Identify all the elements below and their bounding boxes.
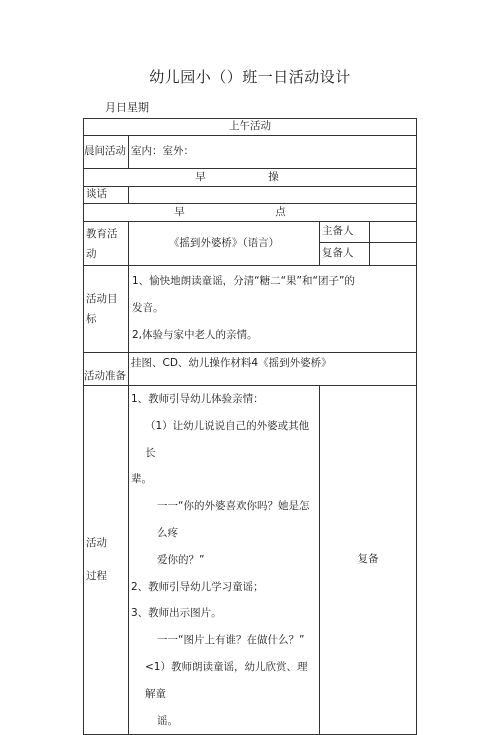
prep-content: 挂图、CD、幼儿操作材料4《摇到外婆桥》 [129, 353, 417, 386]
process-line: 爱你的？” [157, 553, 205, 566]
prep-label: 活动准备 [84, 353, 129, 386]
activity-plan-table [83, 118, 417, 735]
talk-content [129, 187, 417, 204]
review-preparer-value [370, 243, 417, 266]
goal-line: 2,体验与家中老人的亲情。 [132, 329, 258, 341]
morning-activity-label: 晨间活动 [84, 136, 129, 169]
process-line: 一一“图片上有谁？在做什么？” [157, 634, 305, 647]
process-label-line-2: 过程 [86, 570, 107, 583]
goals-label: 活动目标 [84, 266, 129, 353]
edu-activity-label: 教育活动 [84, 222, 129, 266]
lead-preparer-label: 主备人 [320, 222, 370, 243]
lead-preparer-value [370, 222, 417, 243]
review-preparer-label: 复备人 [320, 243, 370, 266]
process-review-cell: 复备 [320, 386, 417, 735]
morning-snack-header: 早 点 [84, 204, 417, 222]
date-line: 月日星期 [105, 101, 149, 114]
process-label-line-1: 活动 [86, 536, 107, 549]
process-line: 2、教师引导幼儿学习童谣； [131, 580, 264, 593]
process-line: 谣。 [157, 714, 178, 727]
process-line: 辈。 [131, 473, 152, 486]
process-line: <1）教师朗读童谣，幼儿欣赏、理解童 [145, 660, 308, 700]
goal-line: 1、愉快地朗读童谣，分清“糖二“果”和“团子”的 [132, 275, 355, 287]
morning-section-header: 上午活动 [84, 119, 417, 136]
process-line: 3、教师出示图片。 [131, 607, 222, 620]
morning-exercise-header: 早 操 [84, 169, 417, 187]
process-line: 1、教师引导幼儿体验亲情： [131, 393, 264, 405]
goals-content [129, 266, 417, 353]
process-label [84, 386, 129, 735]
talk-label: 谈话 [84, 187, 129, 204]
process-line: 一一“你的外婆喜欢你吗？她是怎么疼 [157, 500, 310, 539]
morning-activity-content: 室内：室外： [129, 136, 417, 169]
edu-activity-topic: 《摇到外婆桥》（语言） [129, 222, 320, 266]
goal-line: 发音。 [132, 302, 164, 314]
process-content [129, 386, 320, 735]
process-line: （1）让幼儿说说自己的外婆或其他长 [145, 419, 310, 459]
page-title: 幼儿园小（）班一日活动设计 [149, 68, 351, 86]
